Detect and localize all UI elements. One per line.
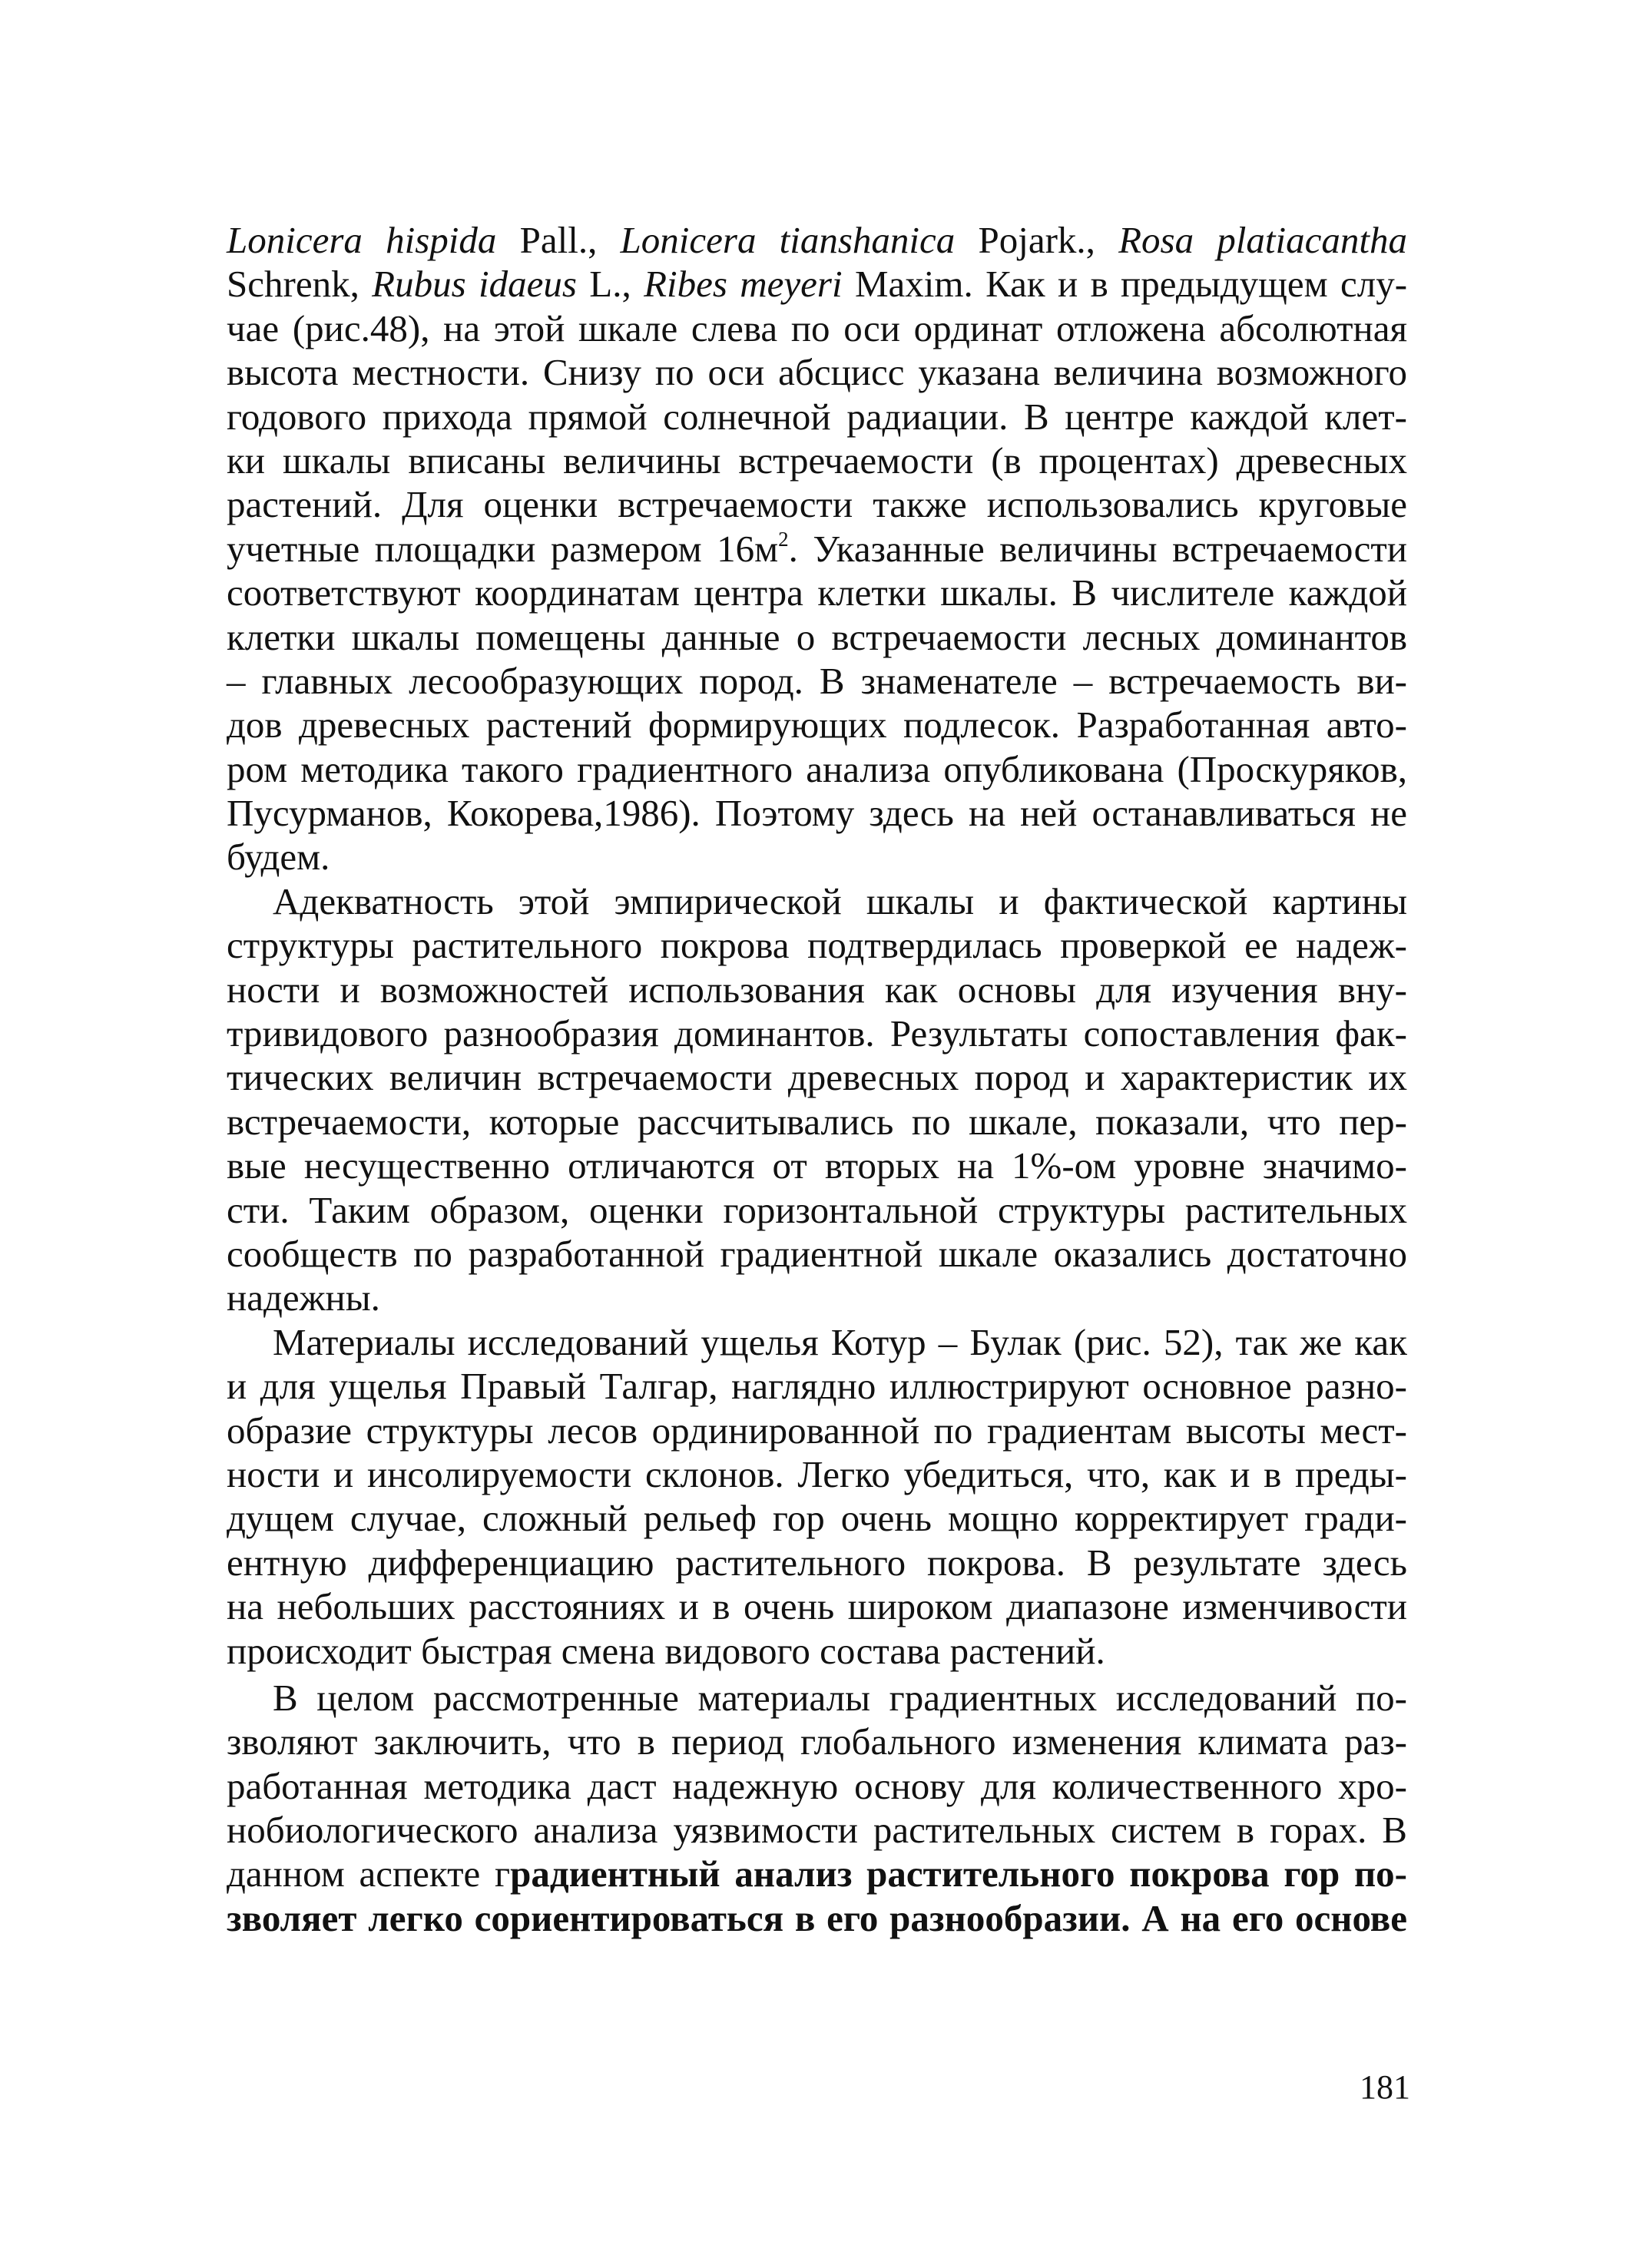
text-segment: на небольших расстояниях и в очень широком диапазоне изменчивости (227, 1585, 1407, 1628)
text-line (227, 395, 1407, 439)
text-line (227, 615, 1407, 659)
text-segment: дущем случае, сложный рельеф гор очень мощно корректирует гради- (227, 1497, 1407, 1540)
species-name: Lonicera hispida (227, 219, 497, 261)
text-line (227, 703, 1407, 747)
text-line (227, 571, 1407, 614)
text-line (227, 527, 1407, 571)
text-segment: тических величин встречаемости древесных пород и характеристик их (227, 1056, 1407, 1099)
text-line (227, 306, 1407, 350)
text-line (227, 1011, 1407, 1055)
text-line (227, 439, 1407, 482)
text-segment: будем. (227, 836, 330, 879)
emphasized-text: зволяет легко сориентироваться в его разнообразии. А на его основе (227, 1896, 1407, 1939)
text-segment: сообществ по разработанной градиентной шкале оказались достаточно (227, 1232, 1407, 1275)
text-line (227, 1629, 1407, 1673)
text-segment: образие структуры лесов ординированной по градиентам высоты мест- (227, 1409, 1407, 1452)
text-line (227, 835, 1407, 879)
text-line (227, 1584, 1407, 1628)
text-segment: Maxim. Как и в предыдущем слу- (842, 263, 1408, 306)
emphasized-text: радиентный анализ растительного покрова гор по- (510, 1852, 1407, 1896)
text-segment: надежны. (227, 1276, 380, 1319)
text-segment: L., (576, 263, 644, 306)
text-line (227, 1232, 1407, 1276)
text-segment: данном аспекте г (227, 1852, 511, 1896)
text-segment: ентную дифференциацию растительного покрова. В результате здесь (227, 1541, 1407, 1584)
text-line (227, 1276, 1407, 1319)
text-segment: Материалы исследований ущелья Котур – Булак (рис. 52), так же как (273, 1320, 1407, 1363)
text-segment: чае (рис.48), на этой шкале слева по оси ординат отложена абсолютная (227, 306, 1407, 349)
text-line (227, 1144, 1407, 1187)
paragraph-first-line (227, 879, 1407, 923)
text-segment: растений. Для оценки встречаемости также использовались круговые (227, 483, 1407, 526)
text-segment: Schrenk, (227, 263, 373, 306)
text-segment: вые несущественно отличаются от вторых на 1%-ом уровне значимо- (227, 1144, 1407, 1187)
text-segment: нобиологического анализа уязвимости растительных систем в горах. В (227, 1809, 1407, 1852)
text-line (227, 1720, 1407, 1763)
text-segment: дов древесных растений формирующих подлесок. Разработанная авто- (227, 704, 1407, 747)
page-number: 181 (1360, 2068, 1410, 2106)
text-segment: учетные площадки размером 16м (227, 527, 779, 570)
text-segment: соответствуют координатам центра клетки шкалы. В числителе каждой (227, 571, 1407, 614)
text-line (227, 1188, 1407, 1232)
text-line (227, 659, 1407, 703)
text-line (227, 262, 1407, 306)
text-line (227, 1496, 1407, 1540)
text-line (227, 1100, 1407, 1144)
page-body-text (227, 218, 1407, 1940)
text-segment: зволяют заключить, что в период глобального изменения климата раз- (227, 1720, 1407, 1763)
text-segment: . Указанные величины встречаемости (788, 527, 1407, 570)
text-segment: ности и инсолируемости склонов. Легко убедиться, что, как и в преды- (227, 1452, 1407, 1495)
text-line (227, 350, 1407, 394)
superscript: 2 (778, 527, 789, 551)
text-segment: ки шкалы вписаны величины встречаемости (в процентах) древесных (227, 439, 1407, 482)
species-name: Ribes meyeri (644, 263, 843, 306)
species-name: Rubus idaeus (372, 263, 577, 306)
text-segment: Адекватность этой эмпирической шкалы и фактической картины (273, 879, 1407, 922)
text-segment: работанная методика даст надежную основу для количественного хро- (227, 1764, 1407, 1807)
text-line (227, 1452, 1407, 1496)
text-line (227, 1409, 1407, 1452)
text-line (227, 482, 1407, 526)
text-line (227, 791, 1407, 835)
text-line (227, 1541, 1407, 1584)
text-segment: встречаемости, которые рассчитывались по шкале, показали, что пер- (227, 1100, 1407, 1143)
text-line (227, 747, 1407, 791)
text-segment: – главных лесообразующих пород. В знаменателе – встречаемость ви- (227, 659, 1407, 702)
text-line (227, 1896, 1407, 1940)
species-name: Lonicera tianshanica (620, 219, 956, 261)
paragraph-first-line (227, 1676, 1407, 1720)
text-segment: годового прихода прямой солнечной радиации. В центре каждой клет- (227, 395, 1407, 438)
text-line (227, 1364, 1407, 1408)
text-line (227, 1764, 1407, 1808)
paragraph-first-line (227, 1320, 1407, 1364)
text-segment: высота местности. Снизу по оси абсцисс указана величина возможного (227, 351, 1407, 394)
text-segment: сти. Таким образом, оценки горизонтальной структуры растительных (227, 1188, 1407, 1231)
text-segment: происходит быстрая смена видового состава растений. (227, 1629, 1105, 1672)
text-line (227, 1055, 1407, 1099)
text-line (227, 968, 1407, 1011)
text-segment: Пусурманов, Кокорева,1986). Поэтому здесь на ней останавливаться не (227, 792, 1407, 835)
text-segment: ром методика такого градиентного анализа опубликована (Проскуряков, (227, 747, 1407, 790)
text-segment: структуры растительного покрова подтвердилась проверкой ее надеж- (227, 924, 1407, 967)
text-segment: В целом рассмотренные материалы градиентных исследований по- (273, 1676, 1407, 1719)
text-line (227, 1852, 1407, 1896)
text-segment: Pojark., (955, 219, 1119, 261)
text-segment: тривидового разнообразия доминантов. Результаты сопоставления фак- (227, 1012, 1407, 1055)
text-segment: и для ущелья Правый Талгар, наглядно иллюстрируют основное разно- (227, 1365, 1407, 1408)
text-line (227, 1808, 1407, 1852)
text-line (227, 923, 1407, 967)
text-segment: Pall., (496, 219, 621, 261)
species-name: Rosa platiacantha (1118, 219, 1407, 261)
text-line (227, 218, 1407, 262)
text-segment: клетки шкалы помещены данные о встречаемости лесных доминантов (227, 615, 1407, 658)
text-segment: ности и возможностей использования как основы для изучения вну- (227, 968, 1407, 1011)
